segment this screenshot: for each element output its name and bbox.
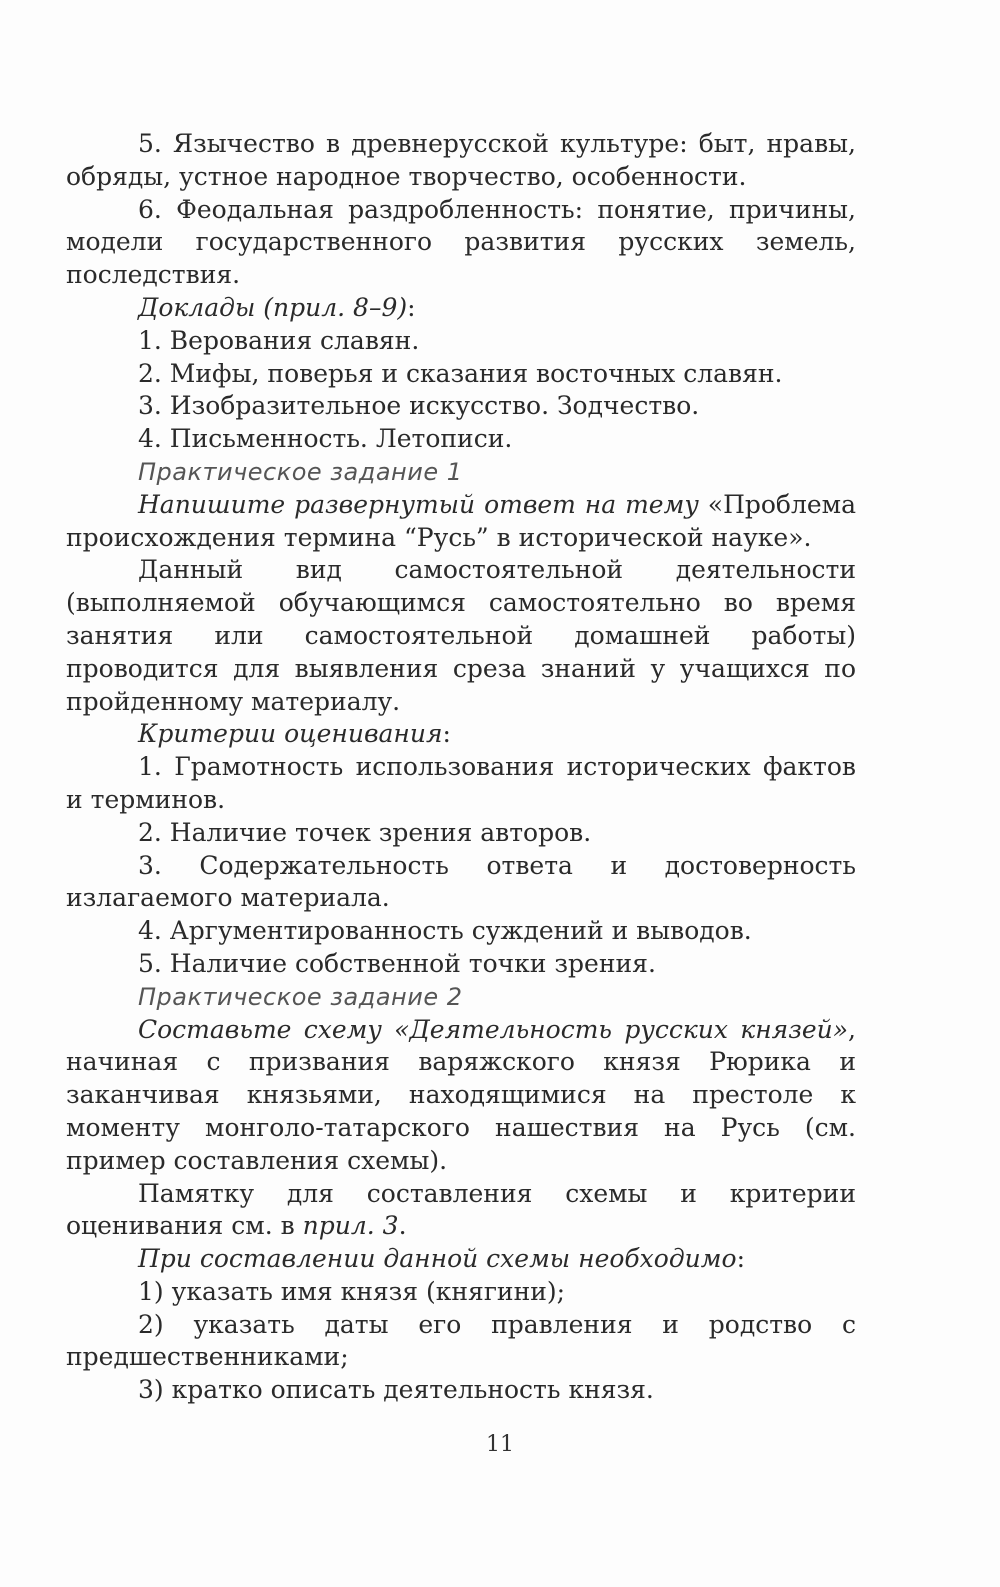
- report-item: 3. Изобразительное искусство. Зодчество.: [138, 391, 700, 421]
- task1-topic: «Проблема происхождения термина “Русь” в исторической науке».: [66, 489, 856, 552]
- task1-description: Данный вид самостоятельной деятельности (выполняемой обучающимся самостоятельно во время занятия или самостоятельной домашней работы) проводится для выявления среза знаний у учащихся по пройденному материалу.: [66, 555, 856, 716]
- reports-heading: [66, 292, 856, 325]
- memo-text: Памятку для составления схемы и критерии оценивания см. в: [66, 1178, 856, 1241]
- needed-item: 2) указать даты его правления и родство с предшественниками;: [66, 1309, 856, 1372]
- feudal-part-2: модели государственного развития русских земель, последствия.: [66, 227, 856, 290]
- criteria-item: 1. Грамотность использования исторических фактов и терминов.: [66, 752, 856, 814]
- report-item: 4. Письменность. Летописи.: [138, 424, 513, 454]
- page-body: [66, 128, 856, 1407]
- criteria-label: Критерии оценивания: [138, 719, 443, 749]
- report-item: 2. Мифы, поверья и сказания восточных славян.: [138, 358, 783, 388]
- task2-rest: , начиная с призвания варяжского князя Рюрика и заканчивая князьями, находящимися на престоле к моменту монголо-татарского нашествия на Русь (см. пример составления схемы).: [66, 1014, 856, 1175]
- report-item: 1. Верования славян.: [138, 325, 420, 355]
- criteria-item: 5. Наличие собственной точки зрения.: [138, 948, 656, 978]
- criteria-item: 2. Наличие точек зрения авторов.: [138, 817, 592, 847]
- needed-item: 1) указать имя князя (княгини);: [138, 1276, 566, 1306]
- memo-end: .: [398, 1211, 407, 1241]
- memo-ref: прил. 3: [302, 1211, 399, 1241]
- reports-label: Доклады (прил. 8–9): [138, 292, 408, 322]
- task1-title: Практическое задание 1: [138, 457, 463, 486]
- task2-title: Практическое задание 2: [138, 982, 463, 1011]
- task2-statement: [66, 1014, 856, 1178]
- paragraph-paganism: 5. Язычество в древнерусской культуре: быт, нравы, обряды, устное народное творчество, особенности.: [66, 129, 856, 191]
- paragraph-feudal: [66, 194, 856, 292]
- task1-lead: Напишите развернутый ответ на тему: [138, 489, 699, 519]
- memo-paragraph: [66, 1178, 856, 1244]
- needed-label: При составлении данной схемы необходимо: [138, 1244, 737, 1274]
- feudal-part-1: 6. Феодальная раздробленность: понятие, причины,: [138, 194, 856, 224]
- criteria-heading: [66, 718, 856, 751]
- criteria-item: 3. Содержательность ответа и достоверность излагаемого материала.: [66, 850, 856, 913]
- criteria-item: 4. Аргументированность суждений и выводов.: [138, 916, 752, 946]
- task2-lead: Составьте схему «Деятельность русских князей»: [138, 1014, 849, 1044]
- needed-colon: :: [736, 1244, 745, 1274]
- needed-heading: [66, 1243, 856, 1276]
- needed-item: 3) кратко описать деятельность князя.: [138, 1375, 654, 1405]
- reports-colon: :: [407, 292, 416, 322]
- page-number: 11: [486, 1432, 514, 1457]
- task1-statement: [66, 489, 856, 555]
- criteria-colon: :: [442, 719, 451, 749]
